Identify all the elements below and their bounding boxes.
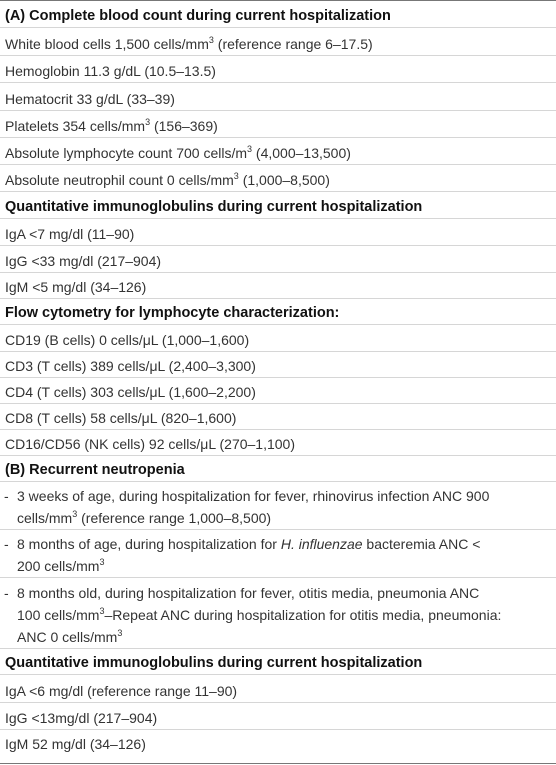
cbc-lymphocyte-row: Absolute lymphocyte count 700 cells/$m^3$ (4,000–13,500) [0, 142, 556, 165]
ig-m-row: IgM <5 mg/dl (34–126) [0, 276, 556, 299]
ig-g-row: IgG <33 mg/dl (217–904) [0, 250, 556, 273]
section-b-ig-heading: Quantitative immunoglobulins during current hospitalization [0, 652, 556, 675]
flow-nk-row: CD16/CD56 (NK cells) 92 cells/μL (270–1,100) [0, 433, 556, 456]
ig-b-m-row: IgM 52 mg/dl (34–126) [5, 736, 146, 752]
cbc-wbc-row: White blood cells 1,500 cells/$mm^3$ (reference range 6–17.5) [0, 33, 556, 56]
table-top-rule [0, 0, 556, 1]
flow-cytometry-heading: Flow cytometry for lymphocyte characterization: [0, 302, 556, 325]
ig-a-row: IgA <7 mg/dl (11–90) [0, 223, 556, 246]
table-bottom-rule [0, 763, 556, 764]
flow-cd19-row: CD19 (B cells) 0 cells/μL (1,000–1,600) [0, 329, 556, 352]
section-a-ig-heading: Quantitative immunoglobulins during current hospitalization [0, 196, 556, 219]
ig-b-a-row: IgA <6 mg/dl (reference range 11–90) [0, 680, 556, 703]
cbc-platelets-row: Platelets 354 cells/$mm^3$ (156–369) [0, 115, 556, 138]
cbc-hemoglobin-row: Hemoglobin 11.3 g/dL (10.5–13.5) [0, 60, 556, 83]
ig-b-g-row: IgG <13mg/dl (217–904) [0, 707, 556, 730]
flow-cd4-row: CD4 (T cells) 303 cells/μL (1,600–2,200) [0, 381, 556, 404]
cbc-neutrophil-row: Absolute neutrophil count 0 cells/$mm^3$ (1,000–8,500) [0, 169, 556, 192]
cbc-hematocrit-row: Hematocrit 33 g/dL (33–39) [0, 88, 556, 111]
flow-cd8-row: CD8 (T cells) 58 cells/μL (820–1,600) [0, 407, 556, 430]
flow-cd3-row: CD3 (T cells) 389 cells/μL (2,400–3,300) [0, 355, 556, 378]
neutropenia-episode-3: - 8 months old, during hospitalization for fever, otitis media, pneumonia ANC 100 cells/$mm^3$–Repeat ANC during hospitalization for otitis media, pneumonia: ANC 0 cells/$mm^3$ [0, 582, 556, 649]
neutropenia-episode-1: - 3 weeks of age, during hospitalization for fever, rhinovirus infection ANC 900 cells/$mm^3$ (reference range 1,000–8,500) [0, 485, 556, 530]
section-a-heading: (A) Complete blood count during current hospitalization [0, 5, 556, 28]
neutropenia-episode-2: - 8 months of age, during hospitalization for H. influenzae bacteremia ANC < 200 cells/$mm^3$ [0, 533, 556, 578]
section-b-heading: (B) Recurrent neutropenia [0, 459, 556, 482]
